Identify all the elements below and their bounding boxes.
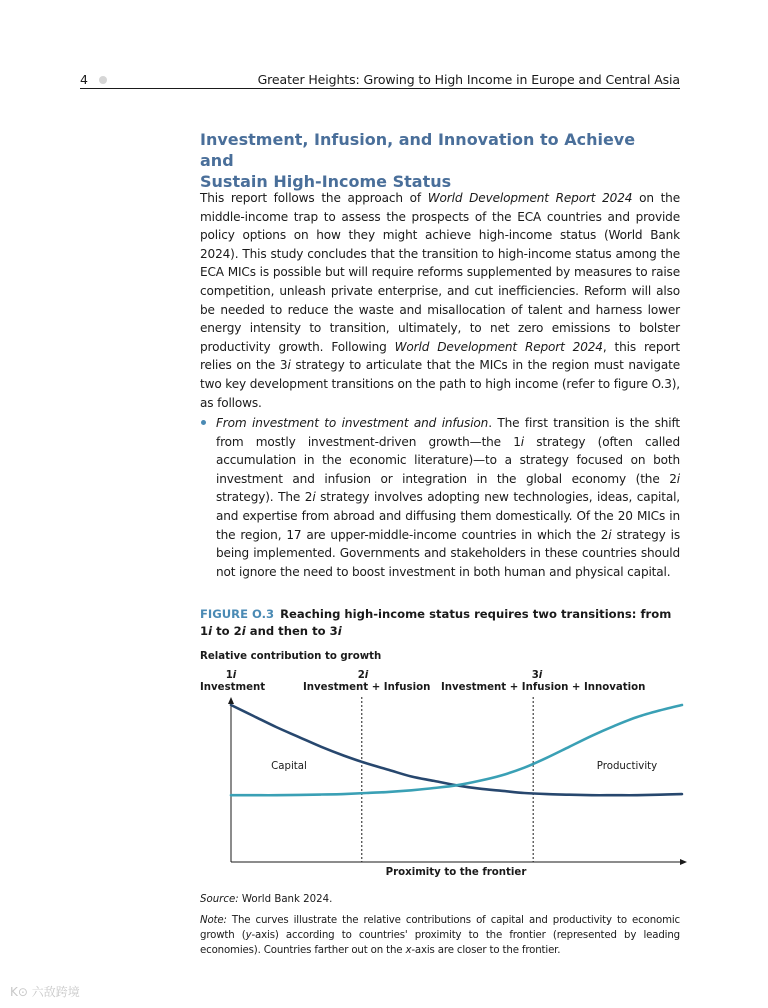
running-header: [80, 70, 680, 89]
figure-label: FIGURE O.3: [200, 607, 275, 621]
watermark-logo: K⊙ 六敌跨境: [10, 985, 80, 999]
stage-label-3i: 3i Investment + Infusion + Innovation: [441, 670, 646, 693]
figure-source: Source: World Bank 2024.: [200, 894, 333, 905]
running-title: Greater Heights: Growing to High Income in Europe and Central Asia: [257, 72, 680, 87]
body-paragraph: This report follows the approach of World Development Report 2024 on the middle-income trap to assess the prospects of the ECA countries and provide policy options on how they might achieve high-income status (World Bank 2024). This study concludes that the transition to high-income status among the ECA MICs is possible but will require reforms supplemented by measures to raise competition, unleash private enterprise, and cut inefficiencies. Reform will also be needed to reduce the waste and misallocation of talent and harness lower energy intensity to transition, ultimately, to net zero emissions to bolster productivity growth. Following World Development Report 2024, this report relies on the 3i strategy to articulate that the MICs in the region must navigate two key development transitions on the path to high income (refer to figure O.3), as follows.: [200, 191, 681, 410]
page-number: 4: [80, 72, 88, 87]
figure-caption: FIGURE O.3 Reaching high-income status requires two transitions: from 1i to 2i and then to 3i: [200, 607, 672, 638]
stage-label-1i: 1i Investment: [200, 670, 266, 693]
header-dot: [99, 76, 107, 84]
bullet-item: From investment to investment and infusion. The first transition is the shift from mostly investment-driven growth—the 1i strategy (often called accumulation in the economic literature)—to a strategy focused on both investment and infusion or integration in the global economy (the 2i strategy). The 2i strategy involves adopting new technologies, ideas, capital, and expertise from abroad and diffusing them domestically. Of the 20 MICs in the region, 17 are upper-middle-income countries in which the 2i strategy is being implemented. Governments and stakeholders in these countries should not ignore the need to boost investment in both human and physical capital.: [216, 416, 681, 579]
y-axis-arrow: [228, 697, 234, 704]
series-label-capital: Capital: [271, 761, 307, 772]
y-axis-title: Relative contribution to growth: [200, 651, 382, 662]
section-title: Investment, Infusion, and Innovation to Achieve and Sustain High-Income Status: [200, 130, 636, 191]
x-axis-arrow: [680, 859, 687, 865]
stage-label-2i: 2i Investment + Infusion: [303, 670, 431, 693]
x-axis-title: Proximity to the frontier: [385, 867, 527, 878]
series-label-productivity: Productivity: [596, 761, 658, 772]
figure-note: Note: The curves illustrate the relative contributions of capital and productivity to economic growth (y-axis) according to countries' proximity to the frontier (represented by leading economies). Countries farther out on the x-axis are closer to the frontier.: [200, 915, 680, 956]
series-line-productivity: [231, 705, 682, 795]
series-line-capital: [231, 705, 682, 795]
figure-chart: [200, 695, 690, 867]
bullet-icon: [201, 420, 206, 425]
